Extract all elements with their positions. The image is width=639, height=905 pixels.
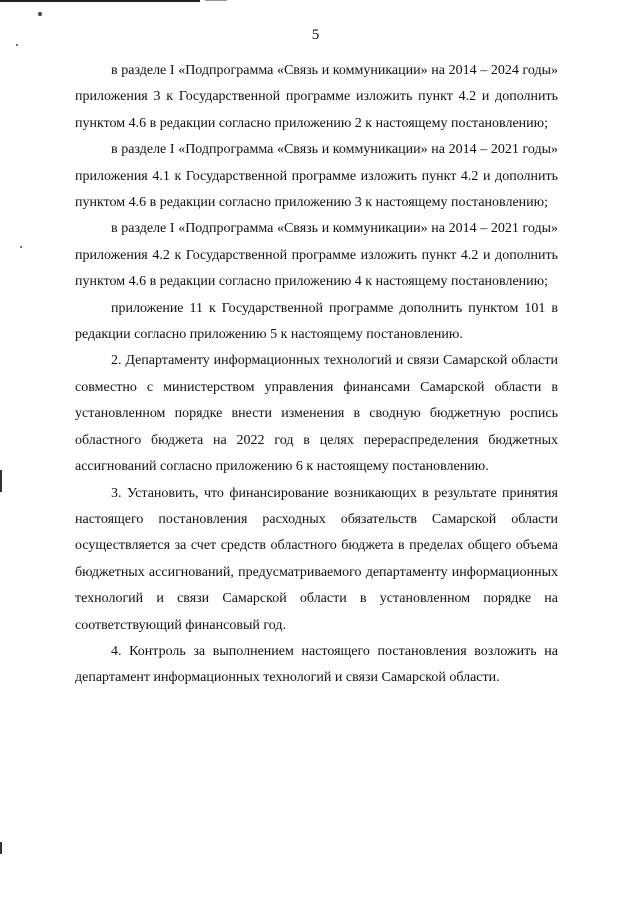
scan-speck <box>38 12 42 16</box>
paragraph: 3. Установить, что финансирование возникающих в результате принятия настоящего постановления расходных обязательств Самарской области осуществляется за счет средств областного бюджета в пределах общего объема бюджетных ассигнований, предусматриваемого департаменту информационных технологий и связи Самарской области в установленном порядке на соответствующий финансовый год. <box>75 485 558 633</box>
paragraph: в разделе I «Подпрограмма «Связь и коммуникации» на 2014 – 2021 годы» приложения 4.1 к Государственной программе изложить пункт 4.2 и дополнить пунктом 4.6 в редакции согласно приложению 3 к настоящему постановлению; <box>75 142 558 211</box>
scan-artifact-line <box>0 0 200 2</box>
paragraph: в разделе I «Подпрограмма «Связь и коммуникации» на 2014 – 2024 годы» приложения 3 к Государственной программе изложить пункт 4.2 и дополнить пунктом 4.6 в редакции согласно приложению 2 к настоящему постановлению; <box>75 63 558 131</box>
scan-edge-mark <box>0 842 2 854</box>
page-number: 5 <box>311 27 320 43</box>
scan-speck <box>20 246 22 248</box>
scan-edge-mark <box>0 470 2 492</box>
paragraph: 2. Департаменту информационных технологий и связи Самарской области совместно с министерством управления финансами Самарской области в установленном порядке внести изменения в сводную бюджетную роспись областного бюджета на 2022 год в целях перераспределения бюджетных ассигнований согласно приложению 6 к настоящему постановлению. <box>75 353 558 475</box>
scan-speck <box>16 44 18 46</box>
scan-artifact-line <box>205 0 227 1</box>
paragraph: 4. Контроль за выполнением настоящего постановления возложить на департамент информационных технологий и связи Самарской области. <box>75 643 558 686</box>
document-body <box>75 58 558 692</box>
paragraph: в разделе I «Подпрограмма «Связь и коммуникации» на 2014 – 2021 годы» приложения 4.2 к Государственной программе изложить пункт 4.2 и дополнить пунктом 4.6 в редакции согласно приложению 4 к настоящему постановлению; <box>75 221 558 290</box>
paragraph: приложение 11 к Государственной программе дополнить пунктом 101 в редакции согласно приложению 5 к настоящему постановлению. <box>75 300 558 343</box>
